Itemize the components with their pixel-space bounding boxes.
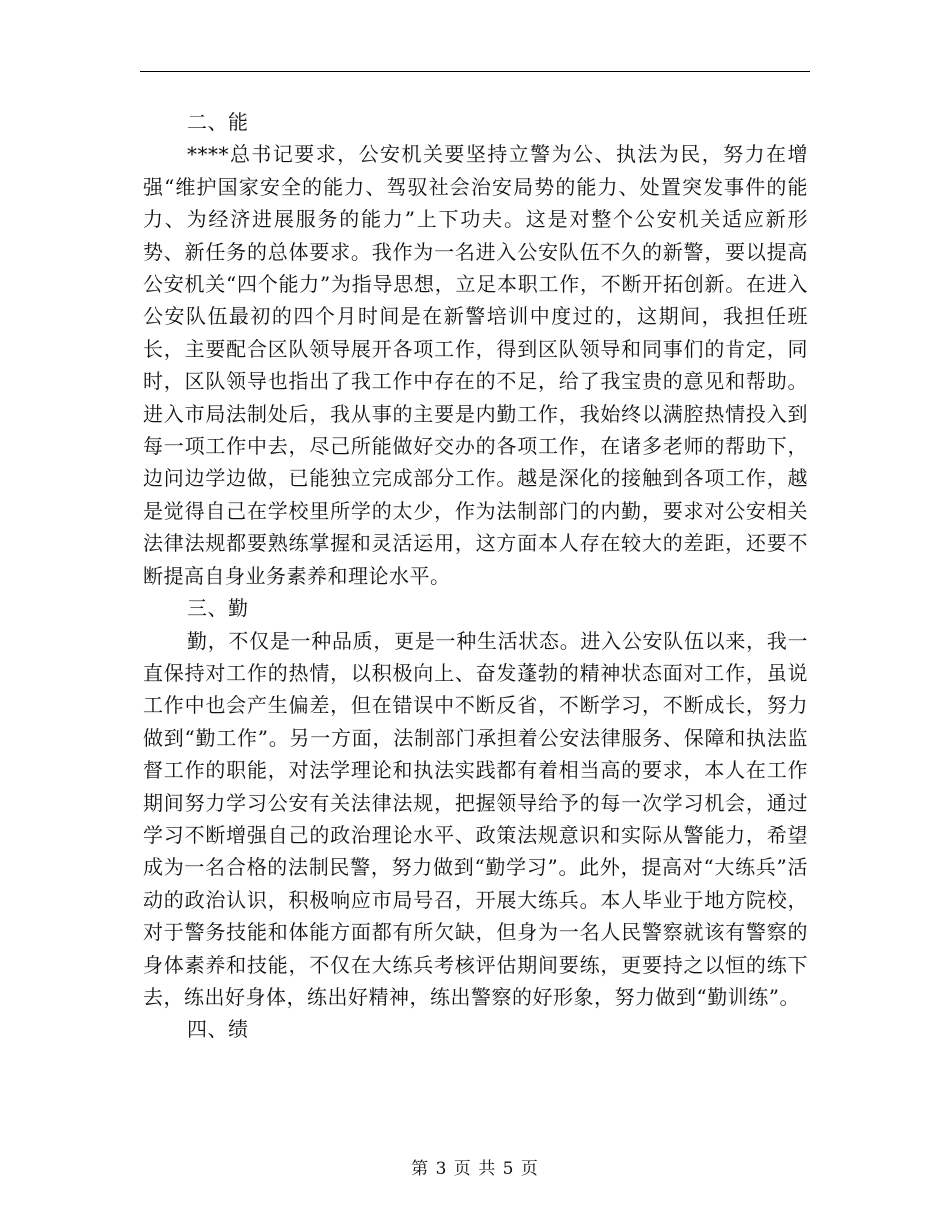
section-heading-performance: 四、绩: [187, 1017, 249, 1042]
header-rule: [140, 71, 810, 72]
section-paragraph-ability: ****总书记要求，公安机关要坚持立警为公、执法为民，努力在增强“维护国家安全的能力、驾驭社会治安局势的能力、处置突发事件的能力、为经济进展服务的能力”上下功夫。这是对整个公安机关适应新形势、新任务的总体要求。我作为一名进入公安队伍不久的新警，要以提高公安机关“四个能力”为指导思想，立足本职工作，不断开拓创新。在进入公安队伍最初的四个月时间是在新警培训中度过的，这期间，我担任班长，主要配合区队领导展开各项工作，得到区队领导和同事们的肯定，同时，区队领导也指出了我工作中存在的不足，给了我宝贵的意见和帮助。进入市局法制处后，我从事的主要是内勤工作，我始终以满腔热情投入到每一项工作中去，尽己所能做好交办的各项工作，在诸多老师的帮助下，边问边学边做，已能独立完成部分工作。越是深化的接触到各项工作，越是觉得自己在学校里所学的太少，作为法制部门的内勤，要求对公安相关法律法规都要熟练掌握和灵活运用，这方面本人存在较大的差距，还要不断提高自身业务素养和理论水平。: [143, 142, 808, 588]
section-heading-ability: 二、能: [187, 110, 249, 134]
section-paragraph-diligence: 勤，不仅是一种品质，更是一种生活状态。进入公安队伍以来，我一直保持对工作的热情，以积极向上、奋发蓬勃的精神状态面对工作，虽说工作中也会产生偏差，但在错误中不断反省，不断学习，不断成长，努力做到“勤工作”。另一方面，法制部门承担着公安法律服务、保障和执法监督工作的职能，对法学理论和执法实践都有着相当高的要求，本人在工作期间努力学习公安有关法律法规，把握领导给予的每一次学习机会，通过学习不断增强自己的政治理论水平、政策法规意识和实际从警能力，希望成为一名合格的法制民警，努力做到“勤学习”。此外，提高对“大练兵”活动的政治认识，积极响应市局号召，开展大练兵。本人毕业于地方院校，对于警务技能和体能方面都有所欠缺，但身为一名人民警察就该有警察的身体素养和技能，不仅在大练兵考核评估期间要练，更要持之以恒的练下去，练出好身体，练出好精神，练出警察的好形象，努力做到“勤训练”。: [143, 628, 808, 1009]
page-number: 第 3 页 共 5 页: [411, 1159, 539, 1179]
document-body: [143, 106, 808, 1046]
section-heading-diligence: 三、勤: [187, 596, 249, 621]
